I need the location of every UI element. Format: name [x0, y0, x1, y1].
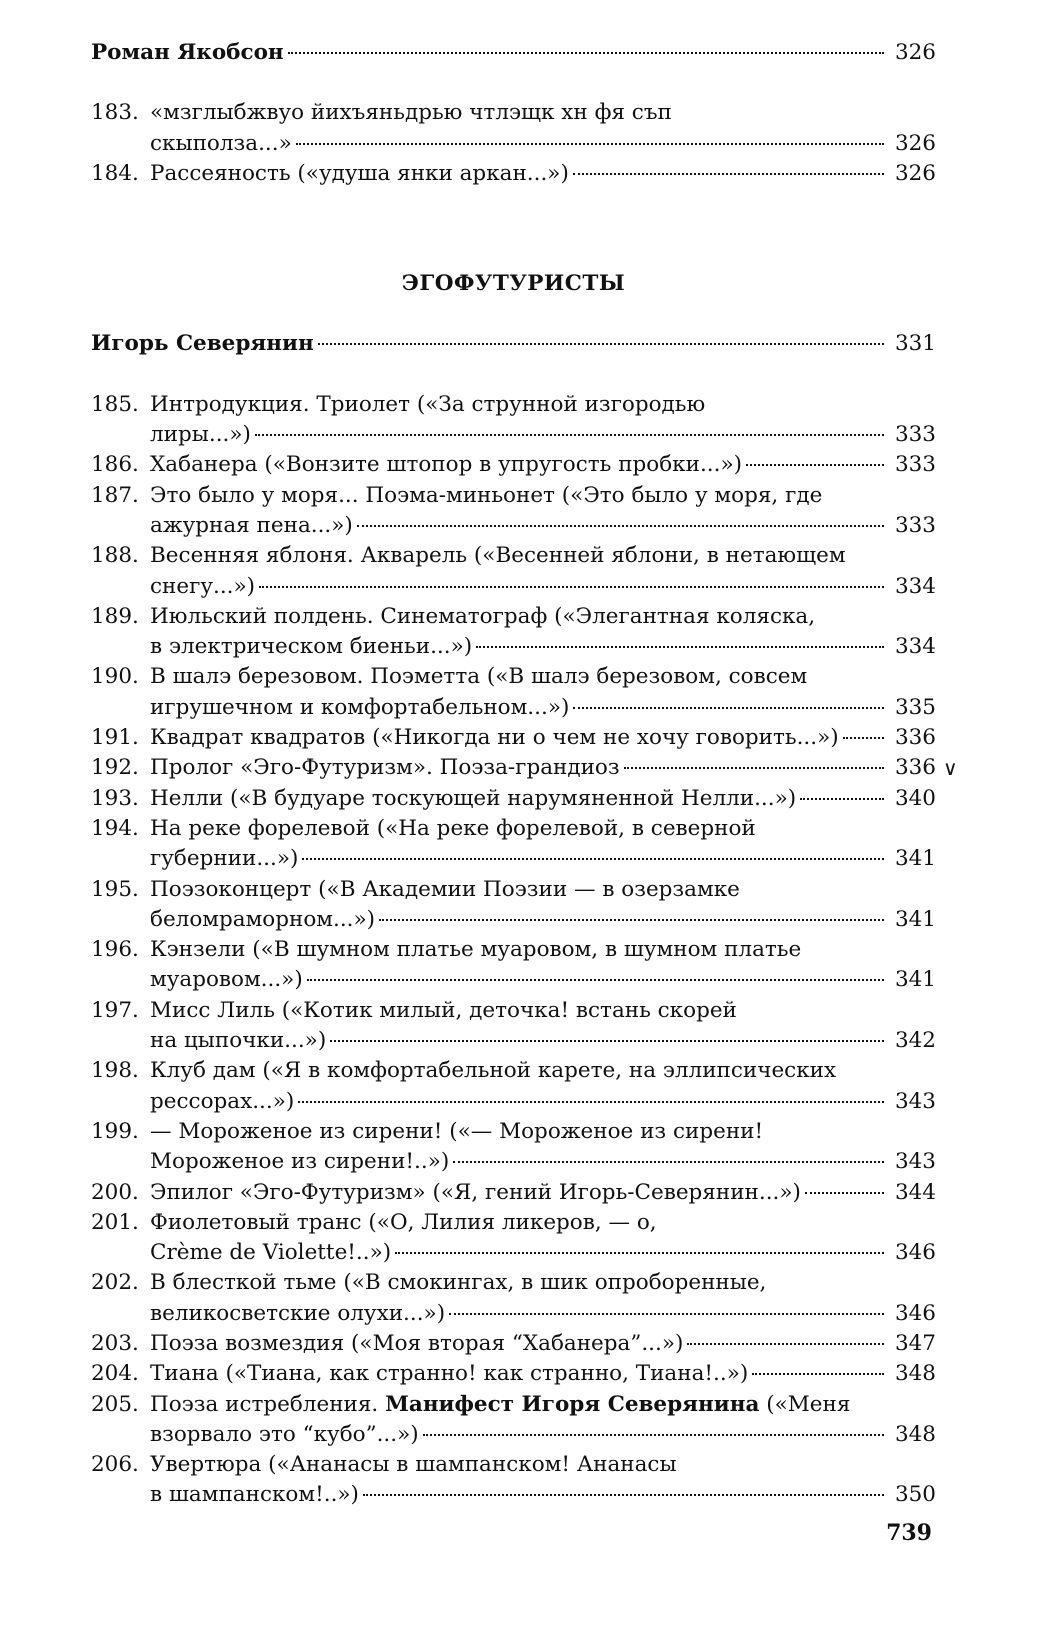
page-ref: 341 — [894, 846, 936, 872]
table-of-contents — [91, 38, 958, 1511]
entry-number: 195. — [91, 876, 139, 902]
toc-entry — [91, 602, 936, 663]
entry-title: Нелли («В будуаре тоскующей нарумяненной Нелли...») — [150, 785, 797, 811]
toc-entry — [91, 159, 936, 189]
entry-title: В блесткой тьме («В смокингах, в шик опроборенные, — [150, 1270, 767, 1296]
dot-leader — [843, 737, 884, 739]
dot-leader — [687, 1343, 884, 1345]
entry-title: Рассеянocть («удуша янки аркан...») — [150, 160, 569, 186]
dot-leader — [296, 143, 884, 145]
page-ref: 336 — [894, 725, 936, 751]
entry-title-cont: взорвало это “кубо”...») — [150, 1421, 419, 1447]
entry-title: Хабанера («Вонзите штопор в упругость пробки...») — [150, 452, 742, 478]
page-ref: 340 — [894, 785, 936, 811]
entry-number: 188. — [91, 543, 139, 569]
dot-leader — [363, 1494, 884, 1496]
page-ref: 348 — [894, 1421, 936, 1447]
toc-entry — [91, 875, 936, 936]
dot-leader — [752, 1373, 884, 1375]
entry-title: Клуб дам («Я в комфортабельной карете, на эллипсических — [150, 1058, 837, 1084]
entry-title: — Мороженое из сирени! («— Мороженое из сирени! — [150, 1118, 764, 1144]
entry-title-cont: в шампанском!..») — [150, 1482, 359, 1508]
toc-entry — [91, 996, 936, 1057]
entry-title-bold: Манифест Игоря Северянина — [385, 1391, 760, 1417]
toc-entry — [91, 1178, 936, 1208]
entry-number: 196. — [91, 937, 139, 963]
spacer — [91, 299, 936, 329]
entry-title-cont: Мороженое из сирени!..») — [150, 1149, 450, 1175]
toc-entry — [91, 1359, 936, 1389]
page-ref: 326 — [894, 40, 936, 65]
entry-title: Июльский полдень. Синематограф («Элегантная коляска, — [150, 603, 816, 629]
dot-leader — [318, 343, 884, 345]
dot-leader — [307, 979, 884, 981]
dot-leader — [298, 1101, 884, 1103]
entry-title: Квадрат квадратов («Никогда ни о чем не хочу говорить...») — [150, 725, 839, 751]
dot-leader — [624, 767, 884, 769]
page-ref: 348 — [894, 1361, 936, 1387]
dot-leader — [805, 1192, 884, 1194]
entry-number: 191. — [91, 725, 139, 751]
author-name: Игорь Северянин — [91, 331, 314, 357]
dot-leader — [288, 52, 884, 54]
entry-title-cont: в электрическом биеньи...») — [150, 634, 473, 660]
dot-leader — [259, 586, 884, 588]
author-name: Роман Якобсон — [91, 40, 284, 65]
page-ref: 333 — [894, 452, 936, 478]
entry-title-cont: губернии...») — [150, 846, 299, 872]
entry-title-cont: ажурная пена...») — [150, 512, 353, 538]
toc-entry — [91, 662, 936, 723]
page-ref: 333 — [894, 422, 936, 448]
entry-title-cont: скыполза...» — [150, 130, 292, 156]
page-ref: 326 — [894, 130, 936, 156]
page-ref: 346 — [894, 1300, 936, 1326]
entry-title: Увертюра («Ананасы в шампанском! Ананасы — [150, 1452, 677, 1478]
page-ref: 347 — [894, 1330, 936, 1356]
entry-number: 184. — [91, 160, 139, 186]
toc-entry — [91, 1208, 936, 1269]
dot-leader — [573, 173, 884, 175]
toc-entry — [91, 450, 936, 480]
spacer — [91, 189, 936, 269]
toc-entry — [91, 390, 936, 451]
dot-leader — [453, 1161, 884, 1163]
entry-title: Весенняя яблоня. Акварель («Весенней яблони, в нетающем — [150, 543, 846, 569]
page-number: 739 — [886, 1520, 932, 1546]
toc-entry — [91, 98, 936, 159]
toc-entry — [91, 784, 936, 814]
dot-leader — [330, 1040, 884, 1042]
toc-entry — [91, 1056, 936, 1117]
entry-title-cont: лиры...») — [150, 422, 251, 448]
page-ref: 333 — [894, 512, 936, 538]
entry-number: 187. — [91, 482, 139, 508]
section-title: ЭГОФУТУРИСТЫ — [401, 271, 626, 297]
toc-entry — [91, 1329, 936, 1359]
toc-entry — [91, 481, 936, 542]
toc-entry — [91, 1117, 936, 1178]
page-ref: 342 — [894, 1028, 936, 1054]
entry-number: 201. — [91, 1209, 139, 1235]
page-ref: 341 — [894, 967, 936, 993]
page-ref: 331 — [894, 331, 936, 357]
toc-entry — [91, 1268, 936, 1329]
entry-number: 205. — [91, 1391, 139, 1417]
dot-leader — [395, 1252, 884, 1254]
dot-leader — [800, 798, 884, 800]
dot-leader — [476, 646, 884, 648]
entry-number: 203. — [91, 1330, 139, 1356]
toc-entry — [91, 541, 936, 602]
page-ref: 336 — [894, 755, 936, 781]
page-ref: 343 — [894, 1088, 936, 1114]
entry-title-cont: снегу...») — [150, 573, 256, 599]
toc-entry — [91, 723, 936, 753]
entry-title: Фиолетовый транс («О, Лилия ликеров, — о, — [150, 1209, 657, 1235]
entry-number: 189. — [91, 603, 139, 629]
entry-title-cont: рессорах...») — [150, 1088, 295, 1114]
entry-title-cont: игрушечном и комфортабельном...») — [150, 694, 570, 720]
entry-title-cont: беломраморном...») — [150, 906, 376, 932]
entry-number: 206. — [91, 1452, 139, 1478]
dot-leader — [255, 434, 884, 436]
toc-entry — [91, 753, 958, 783]
toc-entry — [91, 1450, 936, 1511]
page-ref: 343 — [894, 1149, 936, 1175]
entry-title: На реке форелевой («На реке форелевой, в северной — [150, 815, 756, 841]
entry-title-cont: великосветские олухи...») — [150, 1300, 446, 1326]
entry-title: Эпилог «Эго-Футуризм» («Я, гений Игорь-Северянин...») — [150, 1179, 801, 1205]
entry-title-tail: («Меня — [759, 1391, 851, 1417]
spacer — [91, 360, 936, 390]
page-ref: 344 — [894, 1179, 936, 1205]
entry-title — [150, 1390, 850, 1420]
entry-title-cont: Crème de Violette!..») — [150, 1240, 392, 1266]
entry-title: Мисс Лиль («Котик милый, деточка! встань скорей — [150, 997, 737, 1023]
entry-number: 198. — [91, 1058, 139, 1084]
page-ref: 350 — [894, 1482, 936, 1508]
toc-entry — [91, 814, 936, 875]
entry-title: Интродукция. Триолет («За струнной изгородью — [150, 391, 706, 417]
entry-title: Это было у моря... Поэма-миньонет («Это было у моря, где — [150, 482, 823, 508]
entry-title: Тиана («Тиана, как странно! как странно, Тиана!..») — [150, 1361, 749, 1387]
entry-number: 202. — [91, 1270, 139, 1296]
entry-number: 192. — [91, 755, 139, 781]
dot-leader — [573, 707, 884, 709]
page-ref: 334 — [894, 573, 936, 599]
entry-title-cont: муаровом...») — [150, 967, 303, 993]
entry-number: 197. — [91, 997, 139, 1023]
entry-title-cont: на цыпочки...») — [150, 1028, 327, 1054]
entry-number: 185. — [91, 391, 139, 417]
entry-title: Кэнзели («В шумном платье муаровом, в шумном платье — [150, 937, 802, 963]
dot-leader — [423, 1434, 884, 1436]
dot-leader — [746, 464, 884, 466]
entry-title: В шалэ березовом. Поэметта («В шалэ березовом, совсем — [150, 664, 808, 690]
entry-number: 186. — [91, 452, 139, 478]
toc-entry — [91, 935, 936, 996]
page-ref: 346 — [894, 1240, 936, 1266]
entry-title: «мзглыбжвуо йихъяньдрью чтлэщк хн фя съп — [150, 100, 672, 126]
entry-title: Поэзоконцерт («В Академии Поэзии — в озерзамке — [150, 876, 740, 902]
page-ref: 341 — [894, 906, 936, 932]
check-mark: ∨ — [943, 756, 958, 781]
entry-number: 194. — [91, 815, 139, 841]
entry-number: 193. — [91, 785, 139, 811]
entry-number: 199. — [91, 1118, 139, 1144]
entry-number: 190. — [91, 664, 139, 690]
dot-leader — [357, 525, 884, 527]
dot-leader — [449, 1313, 884, 1315]
spacer — [91, 68, 936, 98]
author-heading-severyanin — [91, 329, 936, 359]
entry-title-plain: Поэза истребления. — [150, 1391, 386, 1417]
page-ref: 326 — [894, 160, 936, 186]
entry-number: 204. — [91, 1361, 139, 1387]
page-ref: 334 — [894, 634, 936, 660]
entry-number: 200. — [91, 1179, 139, 1205]
entry-title: Пролог «Эго-Футуризм». Поэза-грандиоз — [150, 755, 620, 781]
entry-title: Поэза возмездия («Моя вторая “Хабанера”...») — [150, 1330, 684, 1356]
page-ref: 335 — [894, 694, 936, 720]
dot-leader — [302, 858, 884, 860]
author-heading-jakobson — [91, 38, 936, 68]
toc-entry — [91, 1390, 936, 1451]
entry-number: 183. — [91, 100, 139, 126]
dot-leader — [379, 919, 884, 921]
